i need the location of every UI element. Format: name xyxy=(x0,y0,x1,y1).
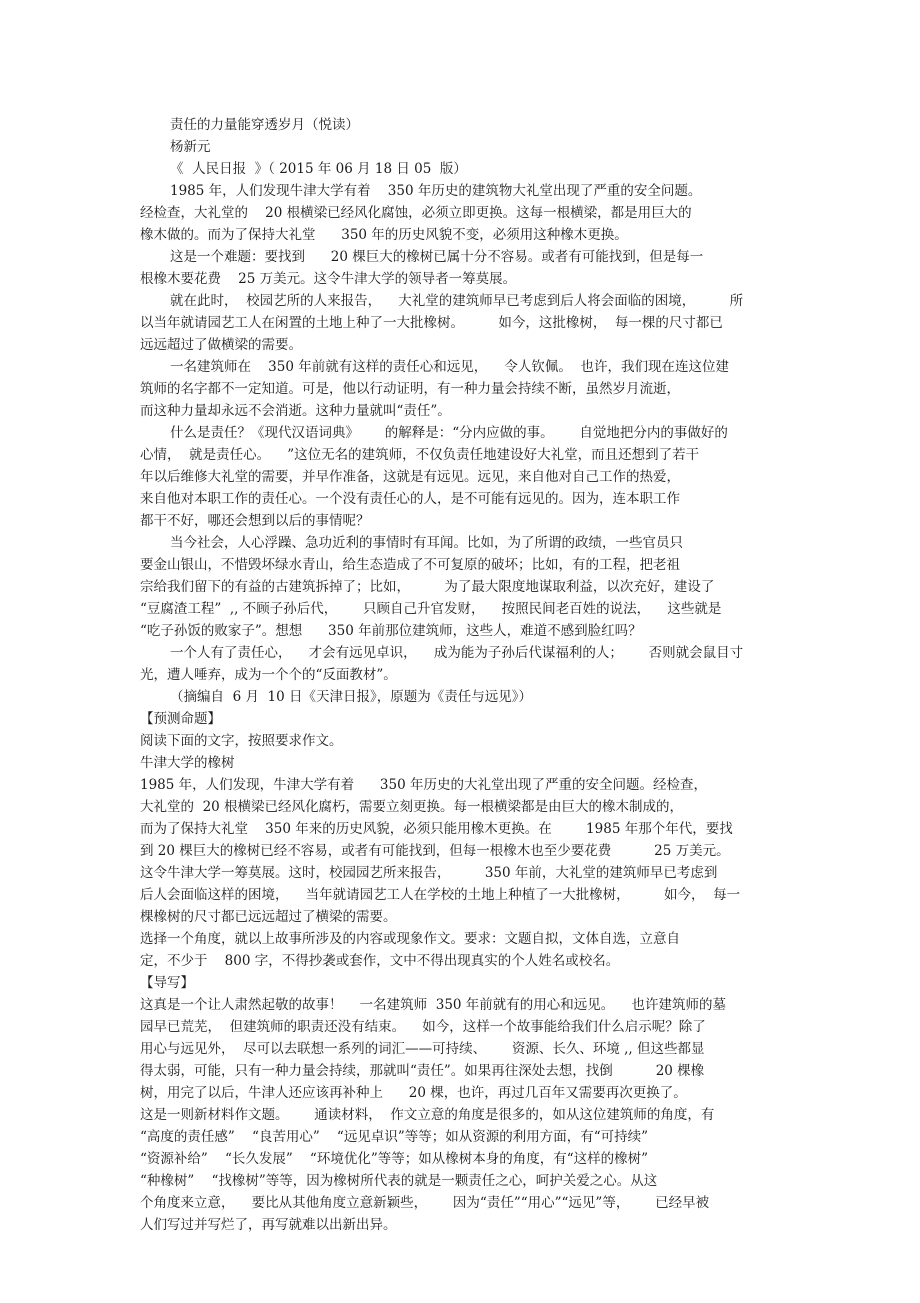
text-line: “资源补给” “长久发展” “环境优化”等等；如从橡树本身的角度，有“这样的橡树” xyxy=(140,1151,649,1167)
text-line: 什么是责任？《现代汉语词典》 的解释是：“分内应做的事。 自觉地把分内的事做好的 xyxy=(170,425,728,441)
text-line: 心情， 就是责任心。 ”这位无名的建筑师，不仅负责任地建设好大礼堂，而且还想到了若干 xyxy=(140,447,700,463)
text-line: 都干不好，哪还会想到以后的事情呢？ xyxy=(140,513,370,529)
text-line: 人们写过并写烂了，再写就难以出新出异。 xyxy=(140,1217,397,1233)
text-line: 园早已荒芜， 但建筑师的职责还没有结束。 如今，这样一个故事能给我们什么启示呢？除了 xyxy=(140,1019,706,1035)
text-line: 以当年就请园艺工人在闲置的土地上种了一大批橡树。 如今，这批橡树， 每一棵的尺寸都已 xyxy=(140,315,723,331)
text-line: “豆腐渣工程” ,, 不顾子孙后代， 只顾自己升官发财， 按照民间老百姓的说法， 这些就是 xyxy=(140,601,722,617)
text-line: 根橡木要花费 25 万美元。这令牛津大学的领导者一筹莫展。 xyxy=(140,271,517,287)
text-line: 定，不少于 800 字，不得抄袭或套作，文中不得出现真实的个人姓名或校名。 xyxy=(140,953,620,969)
text-line: 选择一个角度，就以上故事所涉及的内容或现象作文。要求：文题自拟，文体自选，立意自 xyxy=(140,931,680,947)
text-line: 来自他对本职工作的责任心。一个没有责任心的人，是不可能有远见的。因为，连本职工作 xyxy=(140,491,680,507)
text-line: 就在此时， 校园艺所的人来报告， 大礼堂的建筑师早已考虑到后人将会面临的困境， 所 xyxy=(170,293,744,309)
text-line: 棵橡树的尺寸都已远远超过了横梁的需要。 xyxy=(140,909,397,925)
text-line: 这是一个难题：要找到 20 棵巨大的橡树已属十分不容易。或者有可能找到，但是每一 xyxy=(170,249,704,265)
text-line: 光，遭人唾弃，成为一个个的“反面教材”。 xyxy=(140,667,397,683)
text-line: 大礼堂的 20 根横梁已经风化腐朽，需要立刻更换。每一根横梁都是由巨大的橡木制成的， xyxy=(140,799,684,815)
text-line: 后人会面临这样的困境， 当年就请园艺工人在学校的土地上种植了一大批橡树， 如今， 每一 xyxy=(140,887,741,903)
text-line: 这真是一个让人肃然起敬的故事！ 一名建筑师 350 年前就有的用心和远见。 也许建筑师的墓 xyxy=(140,997,726,1013)
text-line: 得太弱，可能，只有一种力量会持续，那就叫“责任”。如果再往深处去想，找倒 20 棵橡 xyxy=(140,1063,705,1079)
text-line: 而这种力量却永远不会消逝。这种力量就叫“责任”。 xyxy=(140,403,451,419)
section-heading: 【导写】 xyxy=(140,975,194,991)
section-heading: 【预测命题】 xyxy=(140,711,221,727)
text-line: “种橡树” “找橡树”等等，因为橡树所代表的就是一颗责任之心，呵护关爱之心。从这 xyxy=(140,1173,658,1189)
text-line: 这令牛津大学一筹莫展。这时，校园园艺所来报告， 350 年前，大礼堂的建筑师早已考虑到 xyxy=(140,865,718,881)
text-line: 一名建筑师在 350 年前就有这样的责任心和远见， 令人钦佩。 也许，我们现在连这位建 xyxy=(170,359,729,375)
article-author: 杨新元 xyxy=(170,139,211,155)
text-line: “吃子孙饭的败家子”。想想 350 年前那位建筑师，这些人，难道不感到脸红吗？ xyxy=(140,623,642,639)
text-line: 树，用完了以后，牛津人还应该再补种上 20 棵，也许，再过几百年又需要再次更换了。 xyxy=(140,1085,687,1101)
text-line: 年以后维修大礼堂的需要，并早作准备，这就是有远见。远见，来自他对自己工作的热爱， xyxy=(140,469,680,485)
text-line: 一个人有了责任心， 才会有远见卓识， 成为能为子孙后代谋福利的人； 否则就会鼠目寸 xyxy=(170,645,744,661)
text-line: 宗给我们留下的有益的古建筑拆掉了；比如， 为了最大限度地谋取利益，以次充好，建设了 xyxy=(140,579,715,595)
text-line: 橡木做的。而为了保持大礼堂 350 年的历史风貌不变，必须用这种橡木更换。 xyxy=(140,227,628,243)
text-line: 用心与远见外， 尽可以去联想一系列的词汇——可持续、 资源、长久、环境 ,, 但这些都显 xyxy=(140,1041,705,1057)
article-title: 责任的力量能穿透岁月（悦读） xyxy=(170,117,359,133)
article-source: 《 人民日报 》（ 2015 年 06 月 18 日 05 版） xyxy=(170,161,467,177)
text-line: 经检查，大礼堂的 20 根横梁已经风化腐蚀，必须立即更换。这每一根横梁，都是用巨大的 xyxy=(140,205,692,221)
excerpt-note: （摘编自 6 月 10 日《天津日报》，原题为《责任与远见》） xyxy=(170,689,533,705)
text-line: “高度的责任感” “良苦用心” “远见卓识”等等；如从资源的利用方面，有“可持续” xyxy=(140,1129,649,1145)
text-line: 1985 年，人们发现，牛津大学有着 350 年历史的大礼堂出现了严重的安全问题。经检查， xyxy=(140,777,707,793)
text-line: 1985 年，人们发现牛津大学有着 350 年历史的建筑物大礼堂出现了严重的安全问题。 xyxy=(170,183,702,199)
text-line: 而为了保持大礼堂 350 年来的历史风貌，必须只能用橡木更换。在 1985 年那个年代，要找 xyxy=(140,821,733,837)
text-line: 筑师的名字都不一定知道。可是，他以行动证明，有一种力量会持续不断，虽然岁月流逝， xyxy=(140,381,680,397)
text-line: 阅读下面的文字，按照要求作文。 xyxy=(140,733,343,749)
text-line: 当今社会，人心浮躁、急功近利的事情时有耳闻。比如，为了所谓的政绩，一些官员只 xyxy=(170,535,683,551)
text-line: 远远超过了做横梁的需要。 xyxy=(140,337,302,353)
text-line: 个角度来立意， 要比从其他角度立意新颖些， 因为“责任”“用心”“远见”等， 已经早被 xyxy=(140,1195,710,1211)
text-line: 到 20 棵巨大的橡树已经不容易，或者有可能找到，但每一根橡木也至少要花费 25 万美元。 xyxy=(140,843,730,859)
text-line: 这是一则新材料作文题。 通读材料， 作文立意的角度是很多的，如从这位建筑师的角度，有 xyxy=(140,1107,715,1123)
material-title: 牛津大学的橡树 xyxy=(140,755,235,771)
text-line: 要金山银山，不惜毁坏绿水青山，给生态造成了不可复原的破坏；比如，有的工程，把老祖 xyxy=(140,557,680,573)
